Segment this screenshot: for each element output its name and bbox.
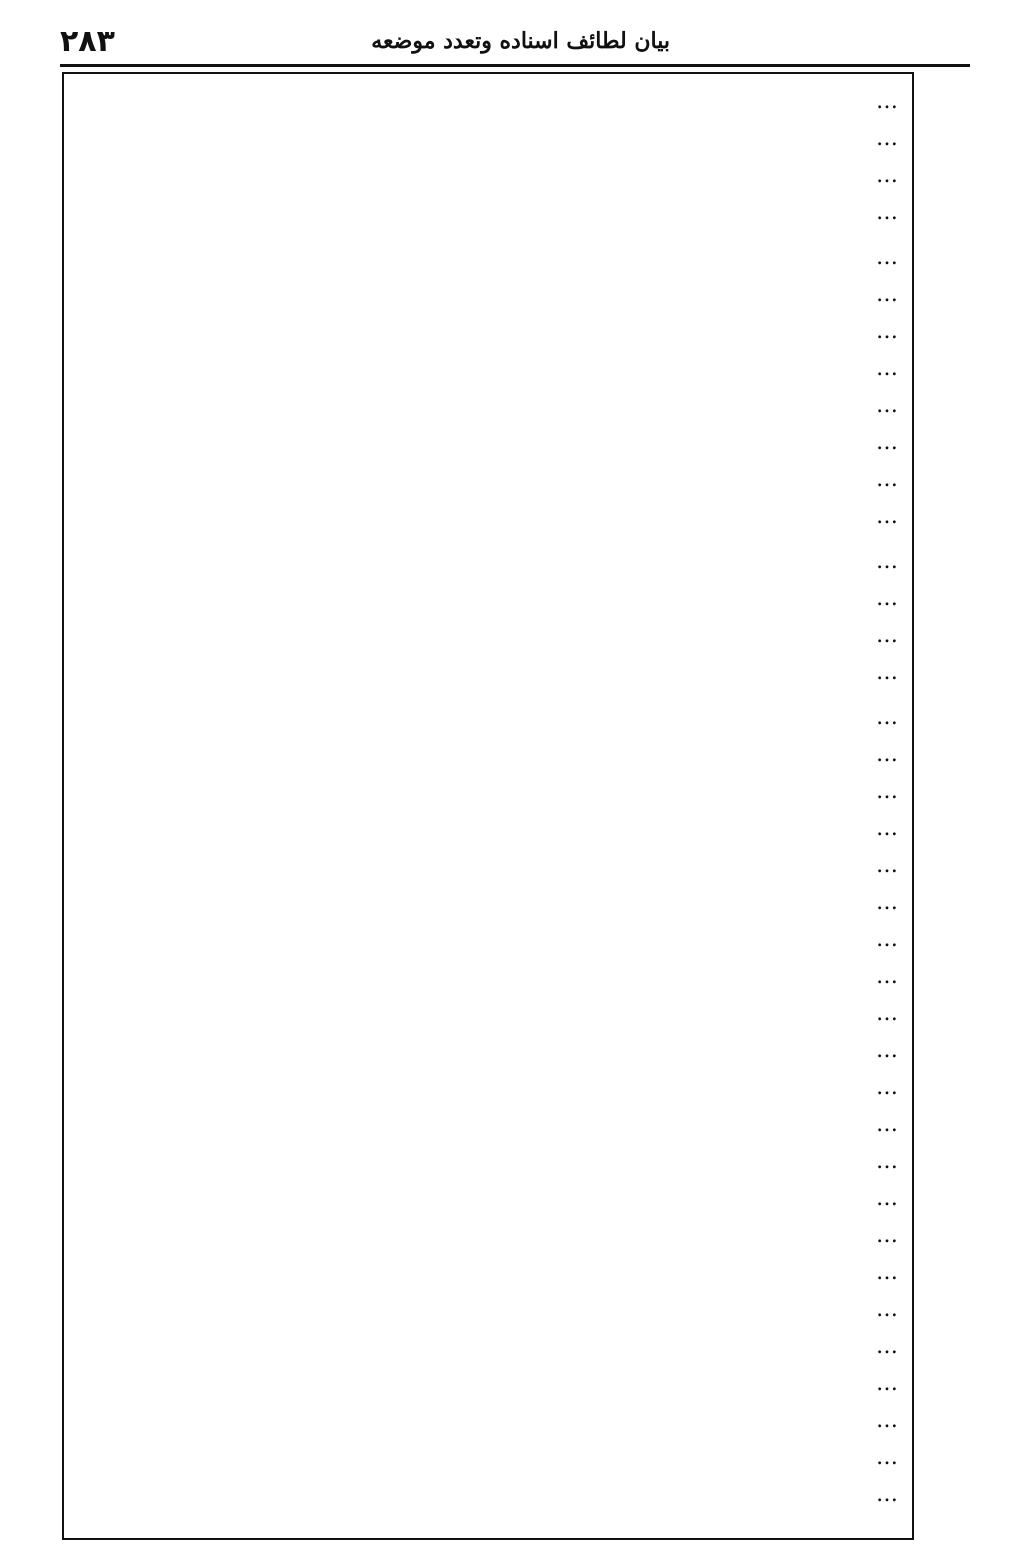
text-line: … bbox=[876, 1482, 898, 1507]
text-line: … bbox=[876, 1001, 898, 1026]
page-number: ٢٨٣ bbox=[60, 23, 115, 59]
paragraph bbox=[78, 84, 898, 232]
text-line: … bbox=[876, 549, 898, 574]
text-line: … bbox=[876, 356, 898, 381]
text-line: … bbox=[876, 853, 898, 878]
text-line: … bbox=[876, 586, 898, 611]
text-line: … bbox=[876, 1038, 898, 1063]
text-line: … bbox=[876, 742, 898, 767]
text-line: … bbox=[876, 816, 898, 841]
text-line: … bbox=[876, 282, 898, 307]
text-line: … bbox=[876, 1260, 898, 1285]
text-line: … bbox=[876, 1223, 898, 1248]
text-line: … bbox=[876, 200, 898, 225]
body-text bbox=[78, 84, 898, 1514]
paragraph bbox=[78, 700, 898, 1514]
text-line: … bbox=[876, 430, 898, 455]
paragraph-gap bbox=[78, 232, 898, 240]
text-line: … bbox=[876, 163, 898, 188]
text-line: … bbox=[876, 964, 898, 989]
paragraph-gap bbox=[78, 692, 898, 700]
paragraph bbox=[78, 240, 898, 536]
text-line: … bbox=[876, 1186, 898, 1211]
text-line: … bbox=[876, 1075, 898, 1100]
page-header bbox=[60, 18, 970, 67]
text-line: … bbox=[876, 660, 898, 685]
text-line: … bbox=[876, 779, 898, 804]
text-line: … bbox=[876, 927, 898, 952]
text-line: … bbox=[876, 890, 898, 915]
text-frame bbox=[62, 72, 914, 1540]
text-line: … bbox=[876, 467, 898, 492]
text-line: … bbox=[876, 705, 898, 730]
text-line: … bbox=[876, 1408, 898, 1433]
running-title: بيان لطائف اسناده وتعدد موضعه bbox=[371, 28, 670, 54]
text-line: … bbox=[876, 393, 898, 418]
paragraph-gap bbox=[78, 536, 898, 544]
text-line: … bbox=[876, 1445, 898, 1470]
text-line: … bbox=[876, 1149, 898, 1174]
text-line: … bbox=[876, 126, 898, 151]
text-line: … bbox=[876, 1297, 898, 1322]
text-line: … bbox=[876, 1334, 898, 1359]
text-line: … bbox=[876, 623, 898, 648]
text-line: … bbox=[876, 245, 898, 270]
text-line: … bbox=[876, 1371, 898, 1396]
text-line: … bbox=[876, 319, 898, 344]
text-line: … bbox=[876, 89, 898, 114]
text-line: … bbox=[876, 504, 898, 529]
paragraph bbox=[78, 544, 898, 692]
text-line: … bbox=[876, 1112, 898, 1137]
